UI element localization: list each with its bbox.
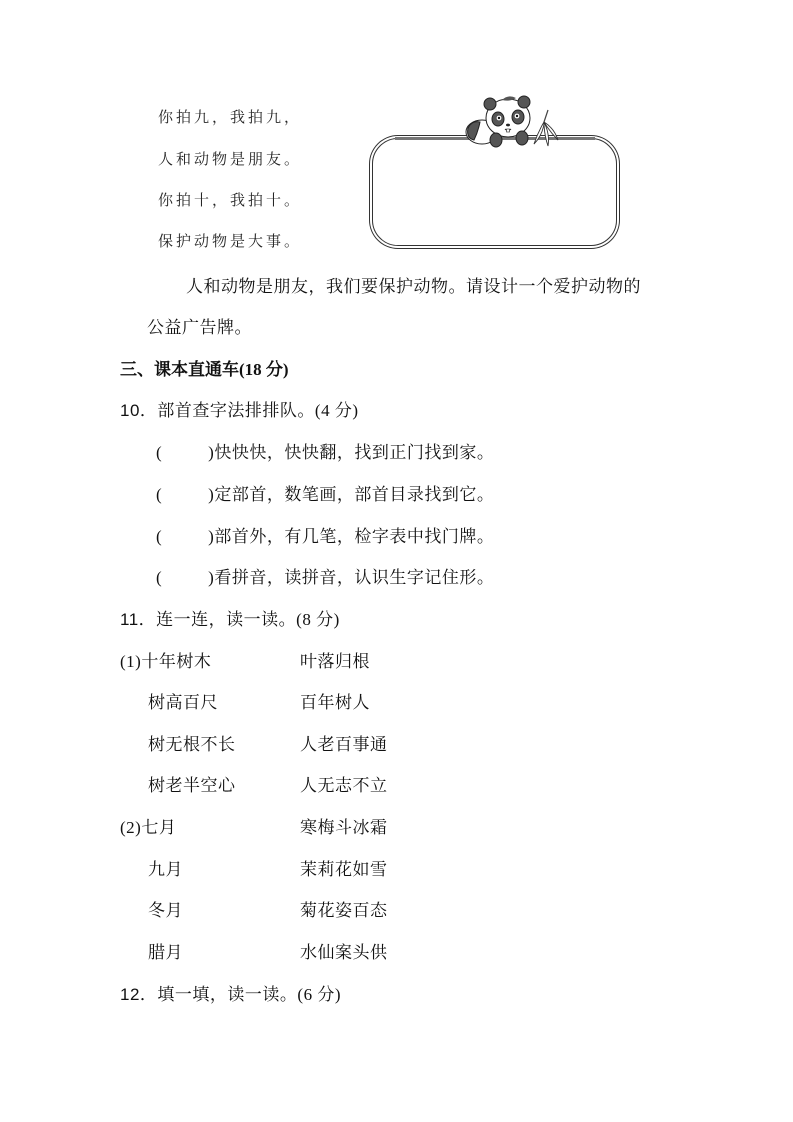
- question-11-title: 连一连，读一读。: [156, 610, 297, 630]
- question-12-score: (6 分): [297, 985, 341, 1004]
- match-group-1-right-4[interactable]: 人无志不立: [300, 776, 388, 796]
- section-3-title: 三、课本直通车: [120, 360, 239, 380]
- task-prompt-line-2: 公益广告牌。: [147, 318, 252, 338]
- question-12-number: 12．: [120, 985, 158, 1004]
- question-11-number: 11．: [120, 610, 157, 629]
- match-group-2-left-1[interactable]: (2)七月: [120, 818, 177, 838]
- match-group-2-left-2[interactable]: 九月: [148, 860, 183, 880]
- question-12-title: 填一填，读一读。: [157, 985, 298, 1005]
- match-group-2-right-3[interactable]: 菊花姿百态: [300, 901, 388, 921]
- match-group-2-right-4[interactable]: 水仙案头供: [300, 943, 388, 963]
- question-11-score: (8 分): [296, 610, 340, 629]
- question-10-title: 部首查字法排排队。: [157, 401, 315, 421]
- match-group-1-right-3[interactable]: 人老百事通: [300, 735, 388, 755]
- question-10-item-4: ( )看拼音，读拼音，认识生字记住形。: [156, 568, 495, 588]
- question-10-heading: [120, 396, 359, 421]
- question-12-heading: [120, 980, 341, 1005]
- poem-line-2: 人和动物是朋友。: [158, 150, 303, 168]
- match-group-2-left-4[interactable]: 腊月: [148, 943, 183, 963]
- poem-line-3: 你拍十，我拍十。: [158, 191, 303, 209]
- task-prompt-line-1: 人和动物是朋友，我们要保护动物。请设计一个爱护动物的: [186, 277, 641, 297]
- panda-icon: [460, 92, 570, 157]
- match-group-1-right-1[interactable]: 叶落归根: [300, 652, 370, 672]
- poem-line-1: 你拍九，我拍九，: [158, 108, 303, 126]
- section-3-score: (18 分): [239, 360, 289, 379]
- question-10-number: 10．: [120, 401, 158, 420]
- match-group-2-left-3[interactable]: 冬月: [148, 901, 183, 921]
- match-group-2-right-1[interactable]: 寒梅斗冰霜: [300, 818, 388, 838]
- question-10-item-1: ( )快快快，快快翻，找到正门找到家。: [156, 443, 495, 463]
- question-11-heading: [120, 605, 340, 630]
- match-group-1-left-1[interactable]: (1)十年树木: [120, 652, 212, 672]
- match-group-1-left-4[interactable]: 树老半空心: [148, 776, 236, 796]
- question-10-score: (4 分): [314, 401, 359, 420]
- match-group-2-right-2[interactable]: 茉莉花如雪: [300, 860, 388, 880]
- question-10-item-3: ( )部首外，有几笔，检字表中找门牌。: [156, 527, 495, 547]
- match-group-1-left-3[interactable]: 树无根不长: [148, 735, 236, 755]
- match-group-1-right-2[interactable]: 百年树人: [300, 693, 370, 713]
- section-3-heading: [120, 355, 289, 380]
- match-group-1-left-2[interactable]: 树高百尺: [148, 693, 218, 713]
- poem-line-4: 保护动物是大事。: [158, 232, 303, 250]
- question-10-item-2: ( )定部首，数笔画，部首目录找到它。: [156, 485, 495, 505]
